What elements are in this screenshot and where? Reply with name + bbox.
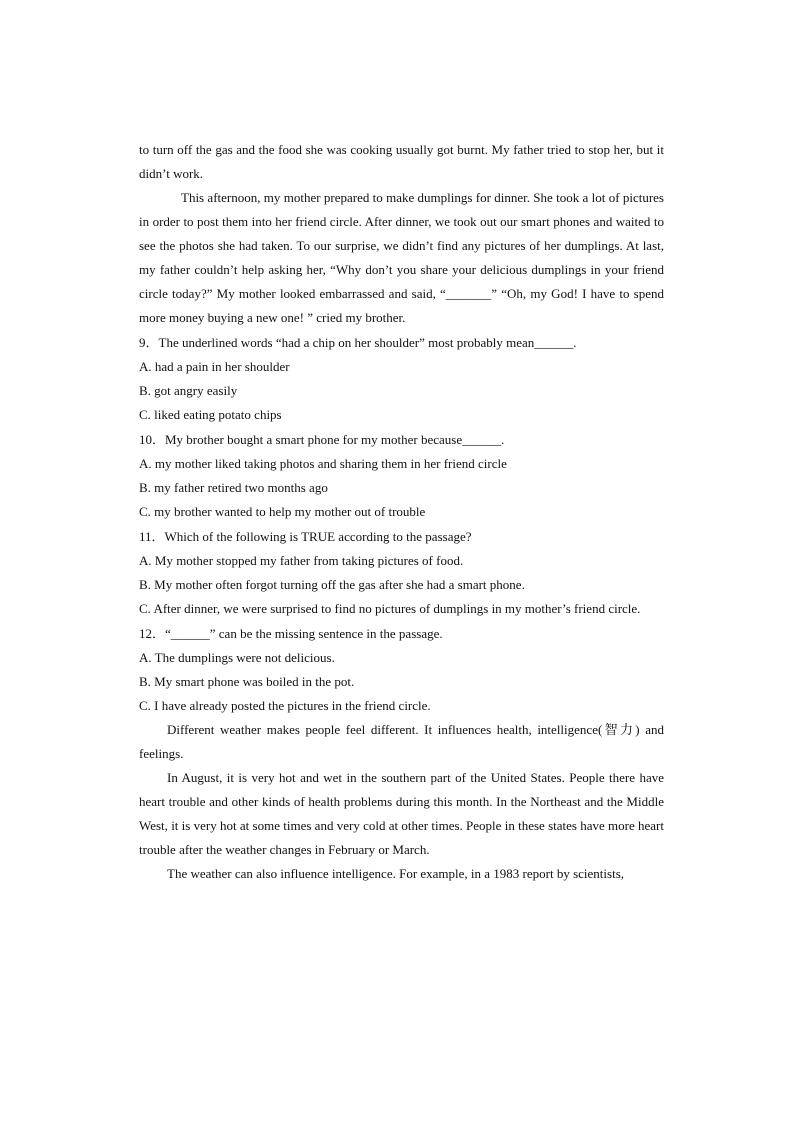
question-10 — [139, 428, 664, 524]
question-11 — [139, 525, 664, 621]
passage2-paragraph-3: The weather can also influence intelligence. For example, in a 1983 report by scientists, — [167, 866, 625, 881]
question-9 — [139, 331, 664, 427]
passage2-paragraph-1: Different weather makes people feel different. It influences health, intelligence(智力) and feelings. — [139, 722, 664, 761]
question-stem: 10．My brother bought a smart phone for my mother because______. — [139, 432, 505, 447]
passage2-paragraph-2: In August, it is very hot and wet in the southern part of the United States. People there have heart trouble and other kinds of health problems during this month. In the Northeast and the Middle West, it is very hot at some times and very cold at other times. People in these states have more heart trouble after the weather changes in February or March. — [139, 770, 664, 857]
option-b: B. My smart phone was boiled in the pot. — [139, 674, 355, 689]
question-12 — [139, 622, 664, 718]
option-b: B. my father retired two months ago — [139, 480, 328, 495]
passage1-continued-paragraph: to turn off the gas and the food she was cooking usually got burnt. My father tried to stop her, but it didn’t work. — [139, 142, 664, 181]
option-b: B. got angry easily — [139, 383, 238, 398]
question-stem: 11．Which of the following is TRUE according to the passage? — [139, 529, 472, 544]
option-c: C. I have already posted the pictures in the friend circle. — [139, 698, 431, 713]
option-b: B. My mother often forgot turning off the gas after she had a smart phone. — [139, 577, 525, 592]
option-a: A. had a pain in her shoulder — [139, 359, 290, 374]
option-a: A. my mother liked taking photos and sharing them in her friend circle — [139, 456, 507, 471]
option-c: C. liked eating potato chips — [139, 407, 282, 422]
question-stem: 12．“______” can be the missing sentence in the passage. — [139, 626, 443, 641]
option-a: A. The dumplings were not delicious. — [139, 650, 335, 665]
question-stem: 9．The underlined words “had a chip on her shoulder” most probably mean______. — [139, 335, 577, 350]
option-a: A. My mother stopped my father from taking pictures of food. — [139, 553, 464, 568]
option-c: C. my brother wanted to help my mother out of trouble — [139, 504, 426, 519]
option-c: C. After dinner, we were surprised to find no pictures of dumplings in my mother’s friend circle. — [139, 601, 641, 616]
document-page — [139, 138, 664, 886]
passage1-paragraph: This afternoon, my mother prepared to make dumplings for dinner. She took a lot of pictures in order to post them into her friend circle. After dinner, we took out our smart phones and waited to see the photos she had taken. To our surprise, we didn’t find any pictures of her dumplings. At last, my father couldn’t help asking her, “Why don’t you share your delicious dumplings in your friend circle today?” My mother looked embarrassed and said, “_______” “Oh, my God! I have to spend more money buying a new one! ” cried my brother. — [139, 190, 664, 325]
